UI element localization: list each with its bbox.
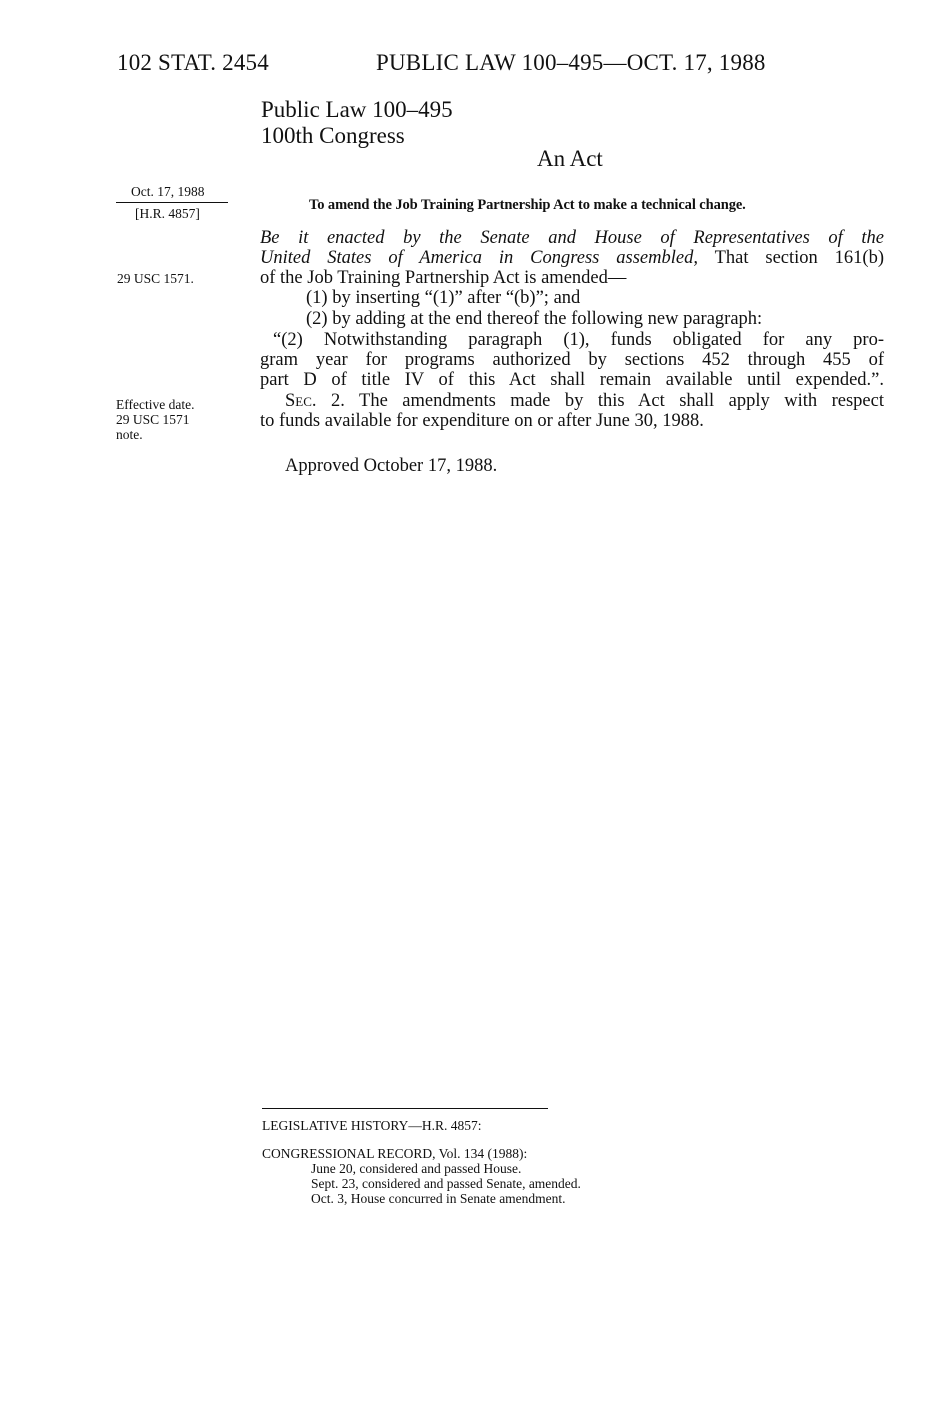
new-paragraph-line-3: part D of title IV of this Act shall remain available until expended.”. [260,370,884,390]
effective-usc-citation: 29 USC 1571 [116,412,190,427]
effective-date-label: Effective date. [116,397,195,412]
enacting-clause-line-1: Be it enacted by the Senate and House of Representatives of the [260,228,884,248]
stat-page-number: 102 STAT. 2454 [117,50,269,75]
margin-effective-date [116,397,194,442]
amendment-item-1: (1) by inserting “(1)” after “(b)”; and [306,288,581,308]
new-paragraph-line-2: gram year for programs authorized by sections 452 through 455 of [260,350,884,370]
running-head: PUBLIC LAW 100–495—OCT. 17, 1988 [376,50,766,75]
new-paragraph-line-1: “(2) Notwithstanding paragraph (1), funds obligated for any pro- [273,330,884,350]
margin-bill-number: [H.R. 4857] [135,206,200,221]
history-item: Sept. 23, considered and passed Senate, amended. [311,1176,581,1191]
section-2-line-2: to funds available for expenditure on or after June 30, 1988. [260,411,704,431]
approval-date: Approved October 17, 1988. [285,456,498,476]
amendment-item-2: (2) by adding at the end thereof the following new paragraph: [306,309,763,329]
act-purpose: To amend the Job Training Partnership Act to make a technical change. [309,197,746,213]
enacting-clause-line-2 [260,248,884,269]
section-2-text: The amendments made by this Act shall apply with respect [344,391,884,411]
act-label: An Act [537,146,603,171]
margin-usc-citation: 29 USC 1571. [117,271,194,286]
section-2-label: Sec. 2. [285,391,345,411]
enacting-clause-line-3: of the Job Training Partnership Act is amended— [260,268,627,288]
congressional-record: CONGRESSIONAL RECORD, Vol. 134 (1988): [262,1146,528,1161]
history-item: June 20, considered and passed House. [311,1161,522,1176]
law-number: Public Law 100–495 [261,97,453,122]
legislative-history-title: LEGISLATIVE HISTORY—H.R. 4857: [262,1118,482,1133]
section-2-line-1 [285,391,884,412]
enacting-clause-italic: United States of America in Congress assembled, [260,248,698,268]
enacting-clause-rest: That section 161(b) [698,248,884,268]
margin-date: Oct. 17, 1988 [131,184,205,199]
history-item: Oct. 3, House concurred in Senate amendment. [311,1191,566,1206]
effective-note-label: note. [116,427,143,442]
margin-divider [116,202,228,203]
footnote-divider [262,1108,548,1109]
congress-label: 100th Congress [261,123,405,148]
